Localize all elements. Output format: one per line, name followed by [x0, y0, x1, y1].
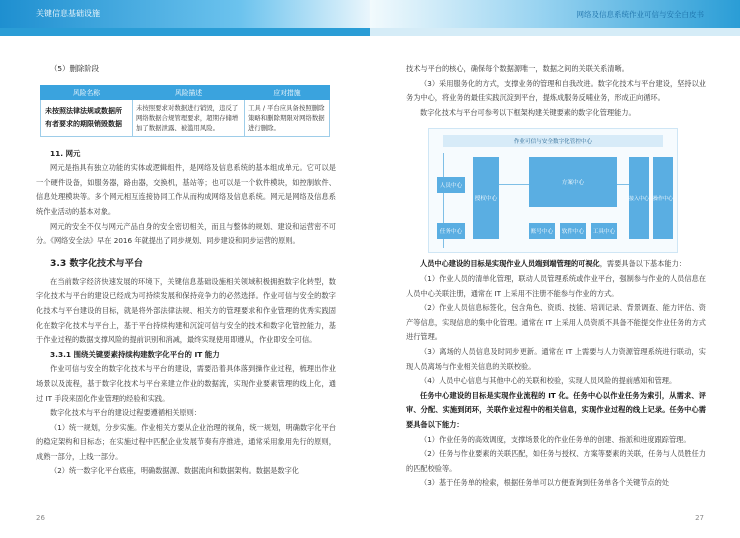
table-row	[41, 99, 330, 136]
paragraph: （3）基于任务单的检索，根据任务单可以方便查询到任务单各个关键节点的处	[420, 478, 669, 488]
diagram-box-operation: 操作中心	[653, 157, 673, 239]
paragraph: （2）作业人员信息标签化，包含角色、资质、技能、培训记录、背景调查、能力评估、资产等信息，实现信息的集中化管理。通常在 IT 上采用人员资质不具备不能提交作业任务的方式进行管理。	[406, 303, 706, 342]
paragraph: （1）统一规划，分步实施。作业相关方要从企业治理的视角，统一规划，明确数字化平台的稳定架构和目标态；在实施过程中匹配企业发展节奏有序推进，通常采用象用先行的原则，成熟一部分，上线一部分。	[36, 422, 336, 461]
header-title-right: 网络及信息系统作业可信与安全白皮书	[576, 10, 704, 19]
section-3-3-1-title: 3.3.1 围绕关键要素持续构建数字化平台的 IT 能力	[50, 349, 220, 359]
diagram-top-box: 作业可信与安全数字化管控中心	[443, 135, 663, 147]
paragraph: 数字化技术与平台可参考以下框架构建关键要素的数字化管理能力。	[420, 107, 636, 117]
bold-lead: 人员中心建设的目标是实现作业人员端到端管理的可视化	[420, 259, 600, 269]
paragraph: （1）作业人员的清单化管理，联动人员管理系统或作业平台，强制参与作业的人员信息在人员中心关联注册，通常在 IT 上采用不注册不能参与作业的方式。	[406, 273, 706, 298]
diagram-box-account: 账号中心	[529, 223, 555, 239]
step-5-heading: （5）删除阶段	[50, 64, 100, 73]
section-11-title: 11. 网元	[50, 148, 81, 158]
paragraph: （1）作业任务的高效调度，支撑场景化的作业任务单的创建、指派和进度跟踪管理。	[420, 434, 691, 444]
paragraph: 网元是指具有独立功能的实体或逻辑组件，是网络及信息系统的基本组成单元。它可以是一个硬件设备，如服务器，路由器，交换机，基站等；也可以是一个软件模块，如控制软件、信息处理模块等。多个网元相互连接协同工作从而构成网络及信息系统。网元是网络及信息系统作业活动的基本对象。	[36, 163, 336, 216]
paragraph: 在当前数字经济快速发展的环境下，关键信息基础设施相关领域积极拥抱数字化转型，数字化技术与平台的建设已经成为可持续发展和保持竞争力的必然选择。作业可信与安全的数字化技术与平台建设的目标，就是将外部法律法规、相关方的管理要求和作业管理的优秀实践固化在数字化技术与平台上，基于平台持续构建和沉淀可信与安全的技术和数字化管控能力，基于作业过程的数据支撑风险的提前识别和消减，最终实现使用即遵从，作业即安全可信。	[36, 276, 336, 345]
diagram-box-access: 接入中心	[629, 157, 649, 239]
paragraph-bold: 任务中心建设的目标是实现作业流程的 IT 化。任务中心以作业任务为索引，从需求、评审、分配、实施到闭环，关联作业过程中的相关信息，实现作业过程的线上记录。任务中心需要具备以下能力：	[406, 390, 706, 429]
paragraph	[406, 257, 706, 272]
diagram-box-plan: 方案中心	[529, 157, 617, 207]
diagram-box-person: 人员中心	[437, 177, 465, 193]
diagram-box-auth: 授权中心	[473, 157, 499, 239]
right-page	[406, 62, 706, 491]
paragraph: （3）采用服务化的方式，支撑业务的管理和自我改进。数字化技术与平台建设，坚持以业务为中心，将业务的最佳实践沉淀到平台，提炼成服务反哺业务，形成正向循环。	[406, 78, 706, 103]
risk-table	[40, 85, 330, 137]
risk-name-cell: 未按照法律法规或数据所有者要求的期限销毁数据	[41, 99, 133, 136]
paragraph: （2）任务与作业要素的关联匹配，如任务与授权、方案等要素的关联，任务与人员胜任力的匹配校验等。	[406, 449, 706, 473]
diagram-connector	[499, 184, 529, 185]
risk-table-header: 风险名称	[41, 85, 133, 99]
diagram-box-software: 软件中心	[560, 223, 586, 239]
risk-table-header-row	[41, 85, 330, 99]
risk-desc-cell: 未按照要求对数据进行销毁，违反了网络数据合规管理要求，超期存储增加了数据泄露、被滥用风险。	[133, 99, 245, 136]
paragraph: （2）统一数字化平台底座，明确数据源、数据流向和数据架构。数据是数字化	[50, 466, 299, 476]
risk-table-header: 风险描述	[133, 85, 245, 99]
header-title-left: 关键信息基础设施	[36, 9, 100, 18]
framework-diagram	[428, 128, 678, 253]
header-stripe-left	[0, 28, 370, 36]
paragraph: 数字化技术与平台的建设过程要遵循相关原则：	[50, 408, 201, 418]
page-header	[0, 0, 740, 35]
page-number-left: 26	[36, 514, 45, 522]
paragraph: （3）离场的人员信息及时同步更新。通常在 IT 上需要与人力资源管理系统进行联动，实现人员离场与作业相关信息的关联校验。	[406, 346, 706, 371]
paragraph: 技术与平台的核心，确保每个数据源唯一，数据之间的关联关系清晰。	[406, 64, 629, 73]
header-stripe-right	[370, 28, 740, 36]
lead-rest: ，需要具备以下基本能力：	[599, 259, 686, 269]
left-page	[36, 62, 336, 479]
section-3-3-title: 3.3 数字化技术与平台	[50, 257, 143, 269]
diagram-box-tools: 工具中心	[591, 223, 617, 239]
page-number-right: 27	[695, 514, 704, 522]
paragraph: 网元的安全不仅与网元产品自身的安全密切相关，而且与整体的规划、建设和运营密不可分。《网络安全法》早在 2016 年就提出了同步规划、同步建设和同步运营的原则。	[36, 221, 336, 246]
risk-measure-cell: 工具 / 平台应具备按照删除策略和删除期限对网络数据进行删除。	[245, 99, 330, 136]
diagram-box-task: 任务中心	[437, 223, 465, 239]
diagram-connector	[617, 184, 629, 185]
risk-table-header: 应对措施	[245, 85, 330, 99]
paragraph: （4）人员中心信息与其他中心的关联和校验，实现人员风险的提前感知和管理。	[420, 376, 677, 386]
paragraph: 作业可信与安全的数字化技术与平台的建设，需要沿着具体落到操作业过程，梳理出作业场景以及流程，基于数字化技术与平台来建立作业的数据流，实现作业要素管理的线上化，通过 IT 手段来固化作业管理的经验和实践。	[36, 364, 336, 403]
